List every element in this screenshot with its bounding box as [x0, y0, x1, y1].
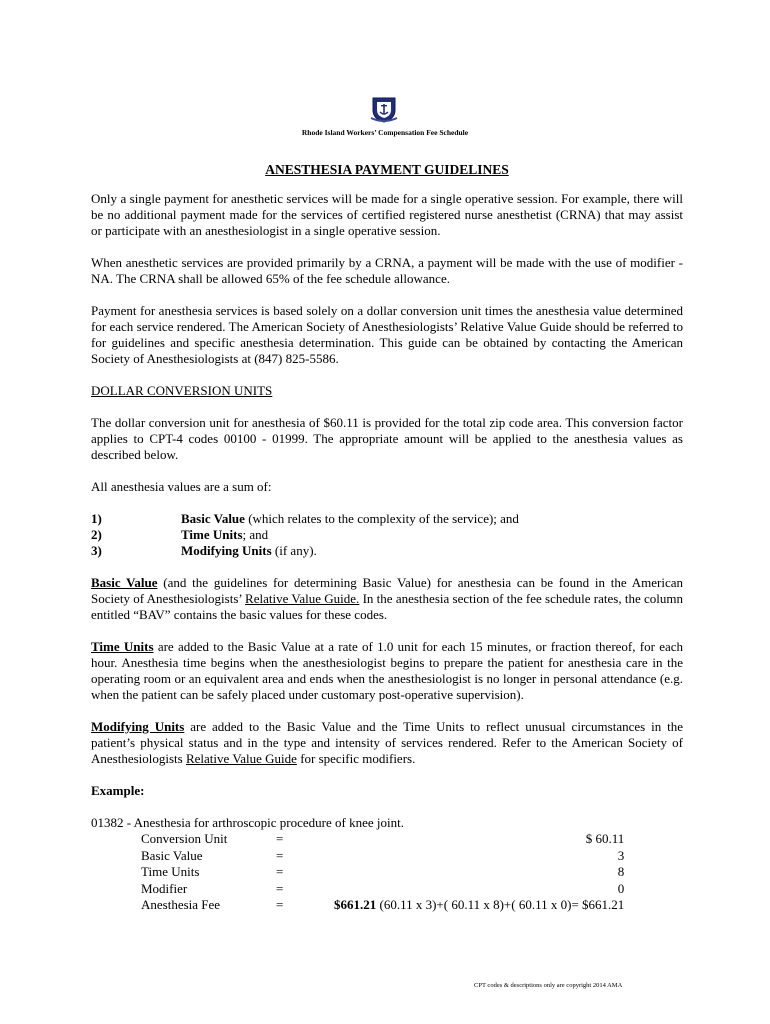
- paragraph-modifying-units: [91, 719, 683, 767]
- section-heading-conversion-units: DOLLAR CONVERSION UNITS: [91, 383, 273, 398]
- anesthesia-values-list: [91, 511, 683, 559]
- modifying-units-text: are added to the Basic Value and the Time Units to reflect unusual circumstances in the patient’s physical status and in the type and intensity of services rendered. Refer to the American Society of Anesthesiologists: [91, 719, 684, 766]
- list-text: (if any).: [271, 543, 317, 558]
- relative-value-guide-ref: Relative Value Guide.: [245, 591, 360, 606]
- term-basic-value: Basic Value: [91, 575, 158, 590]
- list-term: Time Units: [181, 527, 243, 542]
- paragraph-basic-value: [91, 575, 683, 623]
- paragraph-payment-basis: Payment for anesthesia services is based solely on a dollar conversion unit times the anesthesia value determined for each service rendered. The American Society of Anesthesiologists’ Relative Value Guide should be referred to for guidelines and specific anesthesia determination. This guide can be obtained by contacting the American Society of Anesthesiologists at (847) 825-5586.: [91, 303, 683, 366]
- calc-value: 8: [617, 864, 625, 879]
- term-time-units: Time Units: [91, 639, 154, 654]
- list-text: ; and: [242, 527, 269, 542]
- example-calculation-table: [141, 831, 624, 914]
- list-number: 3): [91, 543, 102, 558]
- modifying-units-text-2: for specific modifiers.: [296, 751, 416, 766]
- calc-label: Conversion Unit: [141, 831, 228, 846]
- table-row: [141, 881, 624, 898]
- calc-label: Anesthesia Fee: [141, 897, 221, 912]
- relative-value-guide-ref-2: Relative Value Guide: [185, 751, 297, 766]
- list-number: 2): [91, 527, 102, 542]
- state-seal-icon: [369, 94, 399, 124]
- calc-equals: =: [276, 880, 284, 896]
- basic-value-text-2: In the anesthesia section of the fee schedule rates, the column entitled “BAV” contains the basic values for these codes.: [91, 591, 684, 622]
- table-row: [141, 831, 624, 848]
- page-title: ANESTHESIA PAYMENT GUIDELINES: [265, 162, 509, 177]
- calc-fee: [334, 897, 624, 914]
- paragraph-sum-of: All anesthesia values are a sum of:: [91, 479, 272, 494]
- paragraph-time-units: [91, 639, 683, 703]
- list-number: 1): [91, 511, 102, 526]
- calc-value: 3: [617, 847, 625, 863]
- calc-label: Basic Value: [141, 847, 203, 863]
- list-item: [91, 511, 683, 527]
- calc-value: $ 60.11: [585, 831, 625, 846]
- paragraph-conversion-unit: The dollar conversion unit for anesthesia of $60.11 is provided for the total zip code area. This conversion factor applies to CPT-4 codes 00100 - 01999. The appropriate amount will be applied to the anesthesia values as described below.: [91, 415, 683, 462]
- fee-value: $661.21: [334, 897, 377, 912]
- paragraph-single-payment: Only a single payment for anesthetic services will be made for a single operative session. For example, there will be no additional payment made for the services of certified registered nurse anesthetist (CRNA) that may assist or participate with an anesthesiologist in a single operative session.: [91, 191, 683, 238]
- list-term: Modifying Units: [181, 543, 272, 558]
- table-row-fee: [141, 897, 624, 914]
- basic-value-text: (and the guidelines for determining Basic Value) for anesthesia can be found in the American Society of Anesthesiologists’: [91, 575, 684, 606]
- document-body: [91, 162, 683, 914]
- list-item: [91, 527, 683, 543]
- header-title: Rhode Island Workers’ Compensation Fee Schedule: [301, 128, 469, 137]
- calc-equals: =: [276, 847, 284, 863]
- paragraph-crna: When anesthetic services are provided primarily by a CRNA, a payment will be made with the use of modifier -NA. The CRNA shall be allowed 65% of the fee schedule allowance.: [91, 255, 683, 286]
- calc-equals: =: [276, 897, 284, 912]
- example-heading: Example:: [91, 783, 145, 798]
- table-row: [141, 848, 624, 865]
- calc-label: Modifier: [141, 880, 188, 896]
- fee-formula: (60.11 x 3)+( 60.11 x 8)+( 60.11 x 0)= $661.21: [376, 897, 625, 912]
- list-item: [91, 543, 683, 559]
- time-units-text: are added to the Basic Value at a rate of 1.0 unit for each 15 minutes, or fraction thereof, for each hour. Anesthesia time begins when the anesthesiologist begins to prepare the patient for anesthesia care in the operating room or an equivalent area and ends when the anesthesiologist is no longer in personal attendance (e.g. when the patient can be safely placed under customary post-operative supervision).: [91, 639, 684, 702]
- example-code-line: 01382 - Anesthesia for arthroscopic procedure of knee joint.: [91, 815, 404, 830]
- calc-label: Time Units: [141, 864, 200, 879]
- table-row: [141, 864, 624, 881]
- term-modifying-units: Modifying Units: [91, 719, 185, 734]
- calc-equals: =: [276, 831, 284, 846]
- list-text: (which relates to the complexity of the service); and: [244, 511, 519, 526]
- footer-copyright: CPT codes & descriptions only are copyright 2014 AMA: [474, 982, 623, 989]
- calc-value: 0: [617, 880, 625, 896]
- calc-equals: =: [276, 864, 284, 879]
- list-term: Basic Value: [181, 511, 245, 526]
